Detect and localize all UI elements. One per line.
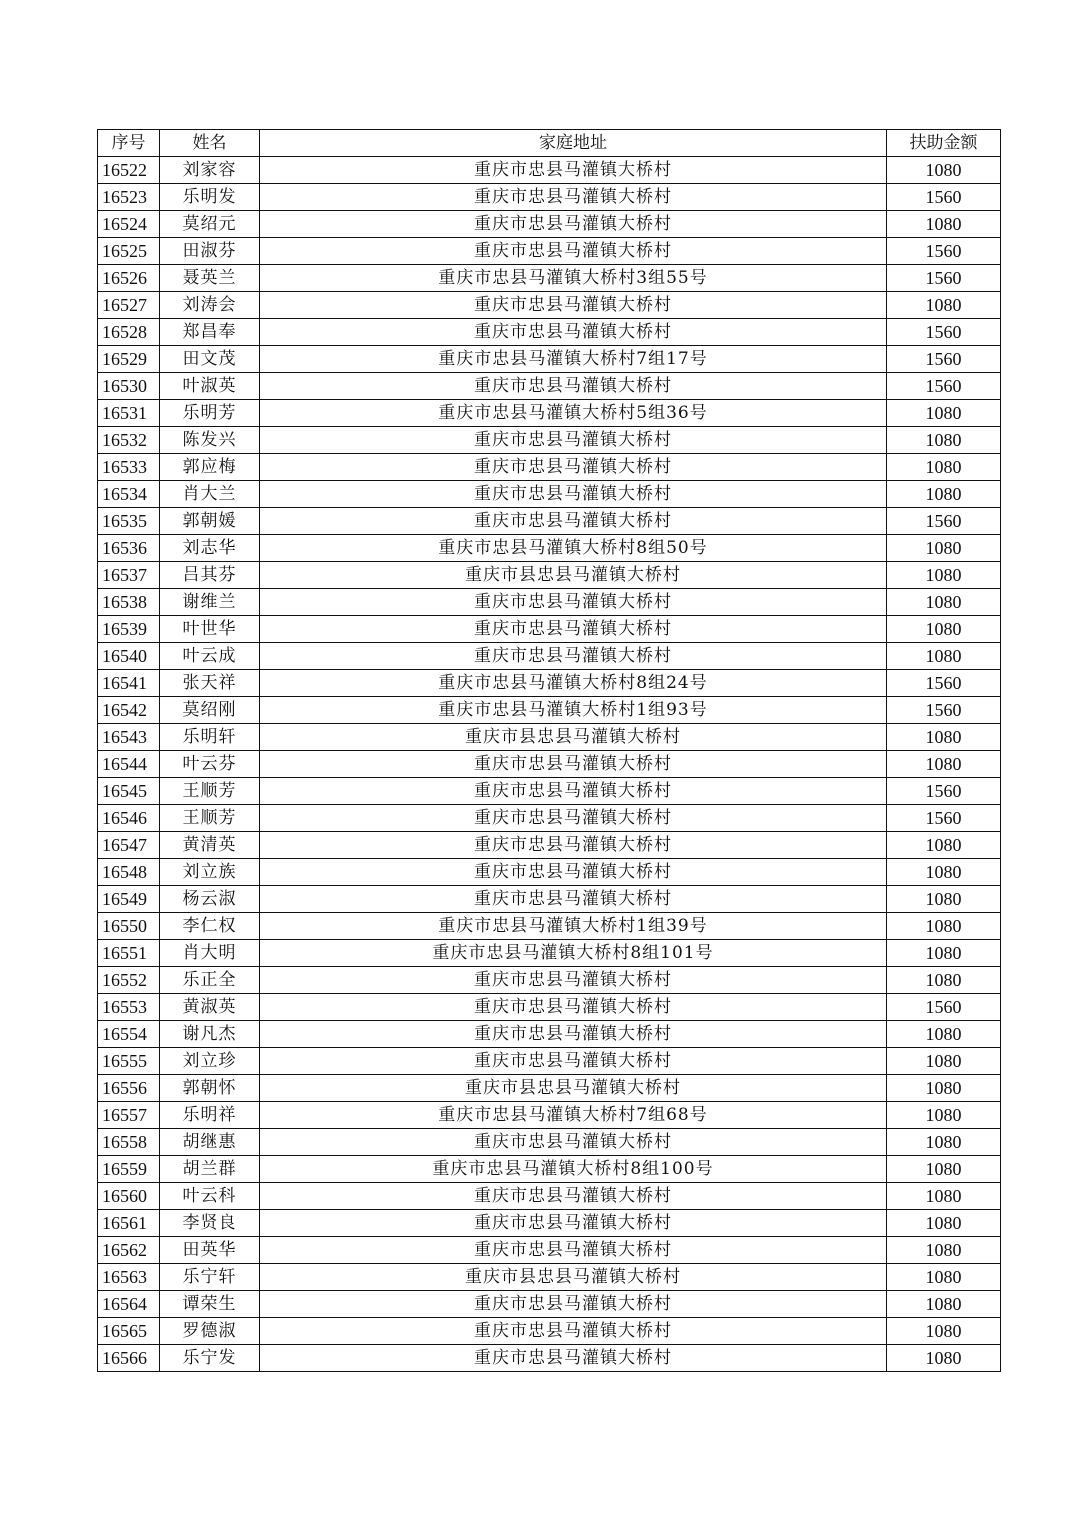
name-cell: 谢凡杰 (160, 1021, 260, 1048)
amount-cell: 1080 (887, 1129, 1001, 1156)
address-cell: 重庆市忠县马灌镇大桥村8组101号 (260, 940, 887, 967)
table-row (98, 238, 1001, 265)
serial-number-cell: 16556 (98, 1075, 160, 1102)
serial-number-cell: 16554 (98, 1021, 160, 1048)
name-cell: 陈发兴 (160, 427, 260, 454)
amount-cell: 1080 (887, 913, 1001, 940)
table-row (98, 1156, 1001, 1183)
amount-cell: 1080 (887, 1210, 1001, 1237)
serial-number-cell: 16563 (98, 1264, 160, 1291)
table-row (98, 940, 1001, 967)
table-row (98, 697, 1001, 724)
table-row (98, 967, 1001, 994)
table-row (98, 319, 1001, 346)
amount-cell: 1080 (887, 1102, 1001, 1129)
serial-number-cell: 16536 (98, 535, 160, 562)
name-cell: 张天祥 (160, 670, 260, 697)
serial-number-cell: 16535 (98, 508, 160, 535)
name-cell: 杨云淑 (160, 886, 260, 913)
serial-number-cell: 16561 (98, 1210, 160, 1237)
serial-number-cell: 16562 (98, 1237, 160, 1264)
serial-number-cell: 16550 (98, 913, 160, 940)
amount-cell: 1080 (887, 724, 1001, 751)
header-serial-number: 序号 (98, 130, 160, 157)
name-cell: 叶世华 (160, 616, 260, 643)
address-cell: 重庆市忠县马灌镇大桥村 (260, 1237, 887, 1264)
address-cell: 重庆市县忠县马灌镇大桥村 (260, 562, 887, 589)
table-row (98, 400, 1001, 427)
name-cell: 叶云科 (160, 1183, 260, 1210)
table-row (98, 481, 1001, 508)
table-row (98, 886, 1001, 913)
amount-cell: 1080 (887, 1021, 1001, 1048)
name-cell: 郭朝媛 (160, 508, 260, 535)
name-cell: 肖大兰 (160, 481, 260, 508)
name-cell: 乐宁发 (160, 1345, 260, 1372)
amount-cell: 1080 (887, 1237, 1001, 1264)
table-row (98, 535, 1001, 562)
amount-cell: 1080 (887, 1264, 1001, 1291)
table-row (98, 1237, 1001, 1264)
table-row (98, 589, 1001, 616)
table-row (98, 643, 1001, 670)
name-cell: 李贤良 (160, 1210, 260, 1237)
table-row (98, 1210, 1001, 1237)
table-row (98, 292, 1001, 319)
serial-number-cell: 16549 (98, 886, 160, 913)
address-cell: 重庆市忠县马灌镇大桥村 (260, 967, 887, 994)
table-row (98, 1129, 1001, 1156)
table-row (98, 373, 1001, 400)
amount-cell: 1560 (887, 670, 1001, 697)
name-cell: 刘志华 (160, 535, 260, 562)
table-row (98, 994, 1001, 1021)
serial-number-cell: 16529 (98, 346, 160, 373)
serial-number-cell: 16523 (98, 184, 160, 211)
address-cell: 重庆市忠县马灌镇大桥村1组93号 (260, 697, 887, 724)
name-cell: 乐正全 (160, 967, 260, 994)
amount-cell: 1560 (887, 994, 1001, 1021)
address-cell: 重庆市忠县马灌镇大桥村 (260, 859, 887, 886)
address-cell: 重庆市忠县马灌镇大桥村5组36号 (260, 400, 887, 427)
table-row (98, 1102, 1001, 1129)
serial-number-cell: 16547 (98, 832, 160, 859)
address-cell: 重庆市忠县马灌镇大桥村 (260, 292, 887, 319)
name-cell: 聂英兰 (160, 265, 260, 292)
table-row (98, 265, 1001, 292)
name-cell: 莫绍刚 (160, 697, 260, 724)
table-row (98, 427, 1001, 454)
address-cell: 重庆市县忠县马灌镇大桥村 (260, 1075, 887, 1102)
address-cell: 重庆市忠县马灌镇大桥村 (260, 1318, 887, 1345)
table-row (98, 1075, 1001, 1102)
name-cell: 郭应梅 (160, 454, 260, 481)
address-cell: 重庆市忠县马灌镇大桥村 (260, 616, 887, 643)
name-cell: 刘立族 (160, 859, 260, 886)
address-cell: 重庆市忠县马灌镇大桥村 (260, 886, 887, 913)
serial-number-cell: 16559 (98, 1156, 160, 1183)
serial-number-cell: 16566 (98, 1345, 160, 1372)
name-cell: 王顺芳 (160, 778, 260, 805)
address-cell: 重庆市忠县马灌镇大桥村 (260, 643, 887, 670)
name-cell: 叶云芬 (160, 751, 260, 778)
address-cell: 重庆市忠县马灌镇大桥村 (260, 589, 887, 616)
amount-cell: 1080 (887, 643, 1001, 670)
serial-number-cell: 16564 (98, 1291, 160, 1318)
serial-number-cell: 16524 (98, 211, 160, 238)
address-cell: 重庆市忠县马灌镇大桥村 (260, 778, 887, 805)
amount-cell: 1560 (887, 319, 1001, 346)
address-cell: 重庆市忠县马灌镇大桥村8组24号 (260, 670, 887, 697)
address-cell: 重庆市忠县马灌镇大桥村 (260, 157, 887, 184)
amount-cell: 1080 (887, 157, 1001, 184)
serial-number-cell: 16553 (98, 994, 160, 1021)
serial-number-cell: 16546 (98, 805, 160, 832)
name-cell: 李仁权 (160, 913, 260, 940)
table-row (98, 346, 1001, 373)
amount-cell: 1080 (887, 562, 1001, 589)
amount-cell: 1560 (887, 238, 1001, 265)
address-cell: 重庆市忠县马灌镇大桥村 (260, 211, 887, 238)
serial-number-cell: 16530 (98, 373, 160, 400)
address-cell: 重庆市忠县马灌镇大桥村 (260, 427, 887, 454)
name-cell: 胡兰群 (160, 1156, 260, 1183)
table-row (98, 508, 1001, 535)
address-cell: 重庆市忠县马灌镇大桥村 (260, 319, 887, 346)
address-cell: 重庆市忠县马灌镇大桥村 (260, 1291, 887, 1318)
name-cell: 莫绍元 (160, 211, 260, 238)
serial-number-cell: 16544 (98, 751, 160, 778)
header-home-address: 家庭地址 (260, 130, 887, 157)
serial-number-cell: 16522 (98, 157, 160, 184)
table-row (98, 832, 1001, 859)
serial-number-cell: 16538 (98, 589, 160, 616)
amount-cell: 1560 (887, 373, 1001, 400)
table-row (98, 805, 1001, 832)
serial-number-cell: 16548 (98, 859, 160, 886)
address-cell: 重庆市忠县马灌镇大桥村 (260, 508, 887, 535)
subsidy-list-table (97, 129, 1000, 1372)
name-cell: 黄清英 (160, 832, 260, 859)
table-row (98, 157, 1001, 184)
serial-number-cell: 16541 (98, 670, 160, 697)
address-cell: 重庆市忠县马灌镇大桥村 (260, 751, 887, 778)
serial-number-cell: 16532 (98, 427, 160, 454)
table-row (98, 184, 1001, 211)
serial-number-cell: 16555 (98, 1048, 160, 1075)
serial-number-cell: 16542 (98, 697, 160, 724)
header-name: 姓名 (160, 130, 260, 157)
amount-cell: 1080 (887, 1048, 1001, 1075)
name-cell: 王顺芳 (160, 805, 260, 832)
table-row (98, 1318, 1001, 1345)
amount-cell: 1560 (887, 508, 1001, 535)
table-row (98, 1021, 1001, 1048)
serial-number-cell: 16528 (98, 319, 160, 346)
amount-cell: 1560 (887, 805, 1001, 832)
table-row (98, 913, 1001, 940)
table-row (98, 1291, 1001, 1318)
serial-number-cell: 16565 (98, 1318, 160, 1345)
table-body (98, 157, 1001, 1372)
serial-number-cell: 16525 (98, 238, 160, 265)
table-row (98, 562, 1001, 589)
name-cell: 乐明祥 (160, 1102, 260, 1129)
name-cell: 刘家容 (160, 157, 260, 184)
amount-cell: 1080 (887, 1183, 1001, 1210)
name-cell: 谭荣生 (160, 1291, 260, 1318)
header-subsidy-amount: 扶助金额 (887, 130, 1001, 157)
address-cell: 重庆市忠县马灌镇大桥村7组17号 (260, 346, 887, 373)
amount-cell: 1560 (887, 265, 1001, 292)
name-cell: 乐明芳 (160, 400, 260, 427)
table-row (98, 1183, 1001, 1210)
serial-number-cell: 16545 (98, 778, 160, 805)
name-cell: 胡继惠 (160, 1129, 260, 1156)
address-cell: 重庆市忠县马灌镇大桥村3组55号 (260, 265, 887, 292)
address-cell: 重庆市忠县马灌镇大桥村8组50号 (260, 535, 887, 562)
serial-number-cell: 16543 (98, 724, 160, 751)
name-cell: 郑昌奉 (160, 319, 260, 346)
table-row (98, 1264, 1001, 1291)
amount-cell: 1080 (887, 1345, 1001, 1372)
name-cell: 田英华 (160, 1237, 260, 1264)
address-cell: 重庆市忠县马灌镇大桥村1组39号 (260, 913, 887, 940)
table-row (98, 616, 1001, 643)
address-cell: 重庆市忠县马灌镇大桥村 (260, 1210, 887, 1237)
amount-cell: 1080 (887, 859, 1001, 886)
name-cell: 刘涛会 (160, 292, 260, 319)
serial-number-cell: 16552 (98, 967, 160, 994)
amount-cell: 1080 (887, 940, 1001, 967)
amount-cell: 1080 (887, 454, 1001, 481)
header-row (98, 130, 1001, 157)
address-cell: 重庆市忠县马灌镇大桥村 (260, 832, 887, 859)
amount-cell: 1080 (887, 1156, 1001, 1183)
amount-cell: 1080 (887, 481, 1001, 508)
amount-cell: 1560 (887, 697, 1001, 724)
amount-cell: 1080 (887, 211, 1001, 238)
serial-number-cell: 16527 (98, 292, 160, 319)
name-cell: 乐明轩 (160, 724, 260, 751)
amount-cell: 1080 (887, 1318, 1001, 1345)
address-cell: 重庆市忠县马灌镇大桥村 (260, 1048, 887, 1075)
address-cell: 重庆市忠县马灌镇大桥村 (260, 1345, 887, 1372)
amount-cell: 1080 (887, 292, 1001, 319)
table-row (98, 211, 1001, 238)
table-row (98, 751, 1001, 778)
amount-cell: 1080 (887, 427, 1001, 454)
table-row (98, 1345, 1001, 1372)
serial-number-cell: 16540 (98, 643, 160, 670)
name-cell: 乐宁轩 (160, 1264, 260, 1291)
address-cell: 重庆市忠县马灌镇大桥村7组68号 (260, 1102, 887, 1129)
address-cell: 重庆市忠县马灌镇大桥村 (260, 373, 887, 400)
address-cell: 重庆市忠县马灌镇大桥村 (260, 184, 887, 211)
serial-number-cell: 16539 (98, 616, 160, 643)
address-cell: 重庆市县忠县马灌镇大桥村 (260, 1264, 887, 1291)
name-cell: 吕其芬 (160, 562, 260, 589)
table-row (98, 1048, 1001, 1075)
amount-cell: 1080 (887, 400, 1001, 427)
table-row (98, 859, 1001, 886)
name-cell: 谢维兰 (160, 589, 260, 616)
amount-cell: 1080 (887, 751, 1001, 778)
address-cell: 重庆市忠县马灌镇大桥村 (260, 994, 887, 1021)
amount-cell: 1080 (887, 589, 1001, 616)
amount-cell: 1560 (887, 346, 1001, 373)
amount-cell: 1080 (887, 616, 1001, 643)
amount-cell: 1080 (887, 1291, 1001, 1318)
serial-number-cell: 16537 (98, 562, 160, 589)
amount-cell: 1080 (887, 967, 1001, 994)
serial-number-cell: 16560 (98, 1183, 160, 1210)
serial-number-cell: 16533 (98, 454, 160, 481)
address-cell: 重庆市忠县马灌镇大桥村 (260, 238, 887, 265)
address-cell: 重庆市忠县马灌镇大桥村 (260, 1183, 887, 1210)
serial-number-cell: 16557 (98, 1102, 160, 1129)
data-table (97, 129, 1001, 1372)
address-cell: 重庆市忠县马灌镇大桥村 (260, 481, 887, 508)
address-cell: 重庆市忠县马灌镇大桥村 (260, 1021, 887, 1048)
name-cell: 郭朝怀 (160, 1075, 260, 1102)
address-cell: 重庆市忠县马灌镇大桥村 (260, 454, 887, 481)
serial-number-cell: 16534 (98, 481, 160, 508)
table-row (98, 454, 1001, 481)
address-cell: 重庆市县忠县马灌镇大桥村 (260, 724, 887, 751)
name-cell: 叶淑英 (160, 373, 260, 400)
name-cell: 刘立珍 (160, 1048, 260, 1075)
serial-number-cell: 16551 (98, 940, 160, 967)
name-cell: 田淑芬 (160, 238, 260, 265)
amount-cell: 1080 (887, 832, 1001, 859)
serial-number-cell: 16558 (98, 1129, 160, 1156)
name-cell: 罗德淑 (160, 1318, 260, 1345)
amount-cell: 1080 (887, 1075, 1001, 1102)
serial-number-cell: 16526 (98, 265, 160, 292)
address-cell: 重庆市忠县马灌镇大桥村8组100号 (260, 1156, 887, 1183)
serial-number-cell: 16531 (98, 400, 160, 427)
name-cell: 田文茂 (160, 346, 260, 373)
amount-cell: 1560 (887, 184, 1001, 211)
name-cell: 乐明发 (160, 184, 260, 211)
table-row (98, 670, 1001, 697)
table-row (98, 724, 1001, 751)
amount-cell: 1080 (887, 535, 1001, 562)
name-cell: 黄淑英 (160, 994, 260, 1021)
address-cell: 重庆市忠县马灌镇大桥村 (260, 805, 887, 832)
name-cell: 叶云成 (160, 643, 260, 670)
amount-cell: 1560 (887, 778, 1001, 805)
amount-cell: 1080 (887, 886, 1001, 913)
table-row (98, 778, 1001, 805)
address-cell: 重庆市忠县马灌镇大桥村 (260, 1129, 887, 1156)
name-cell: 肖大明 (160, 940, 260, 967)
